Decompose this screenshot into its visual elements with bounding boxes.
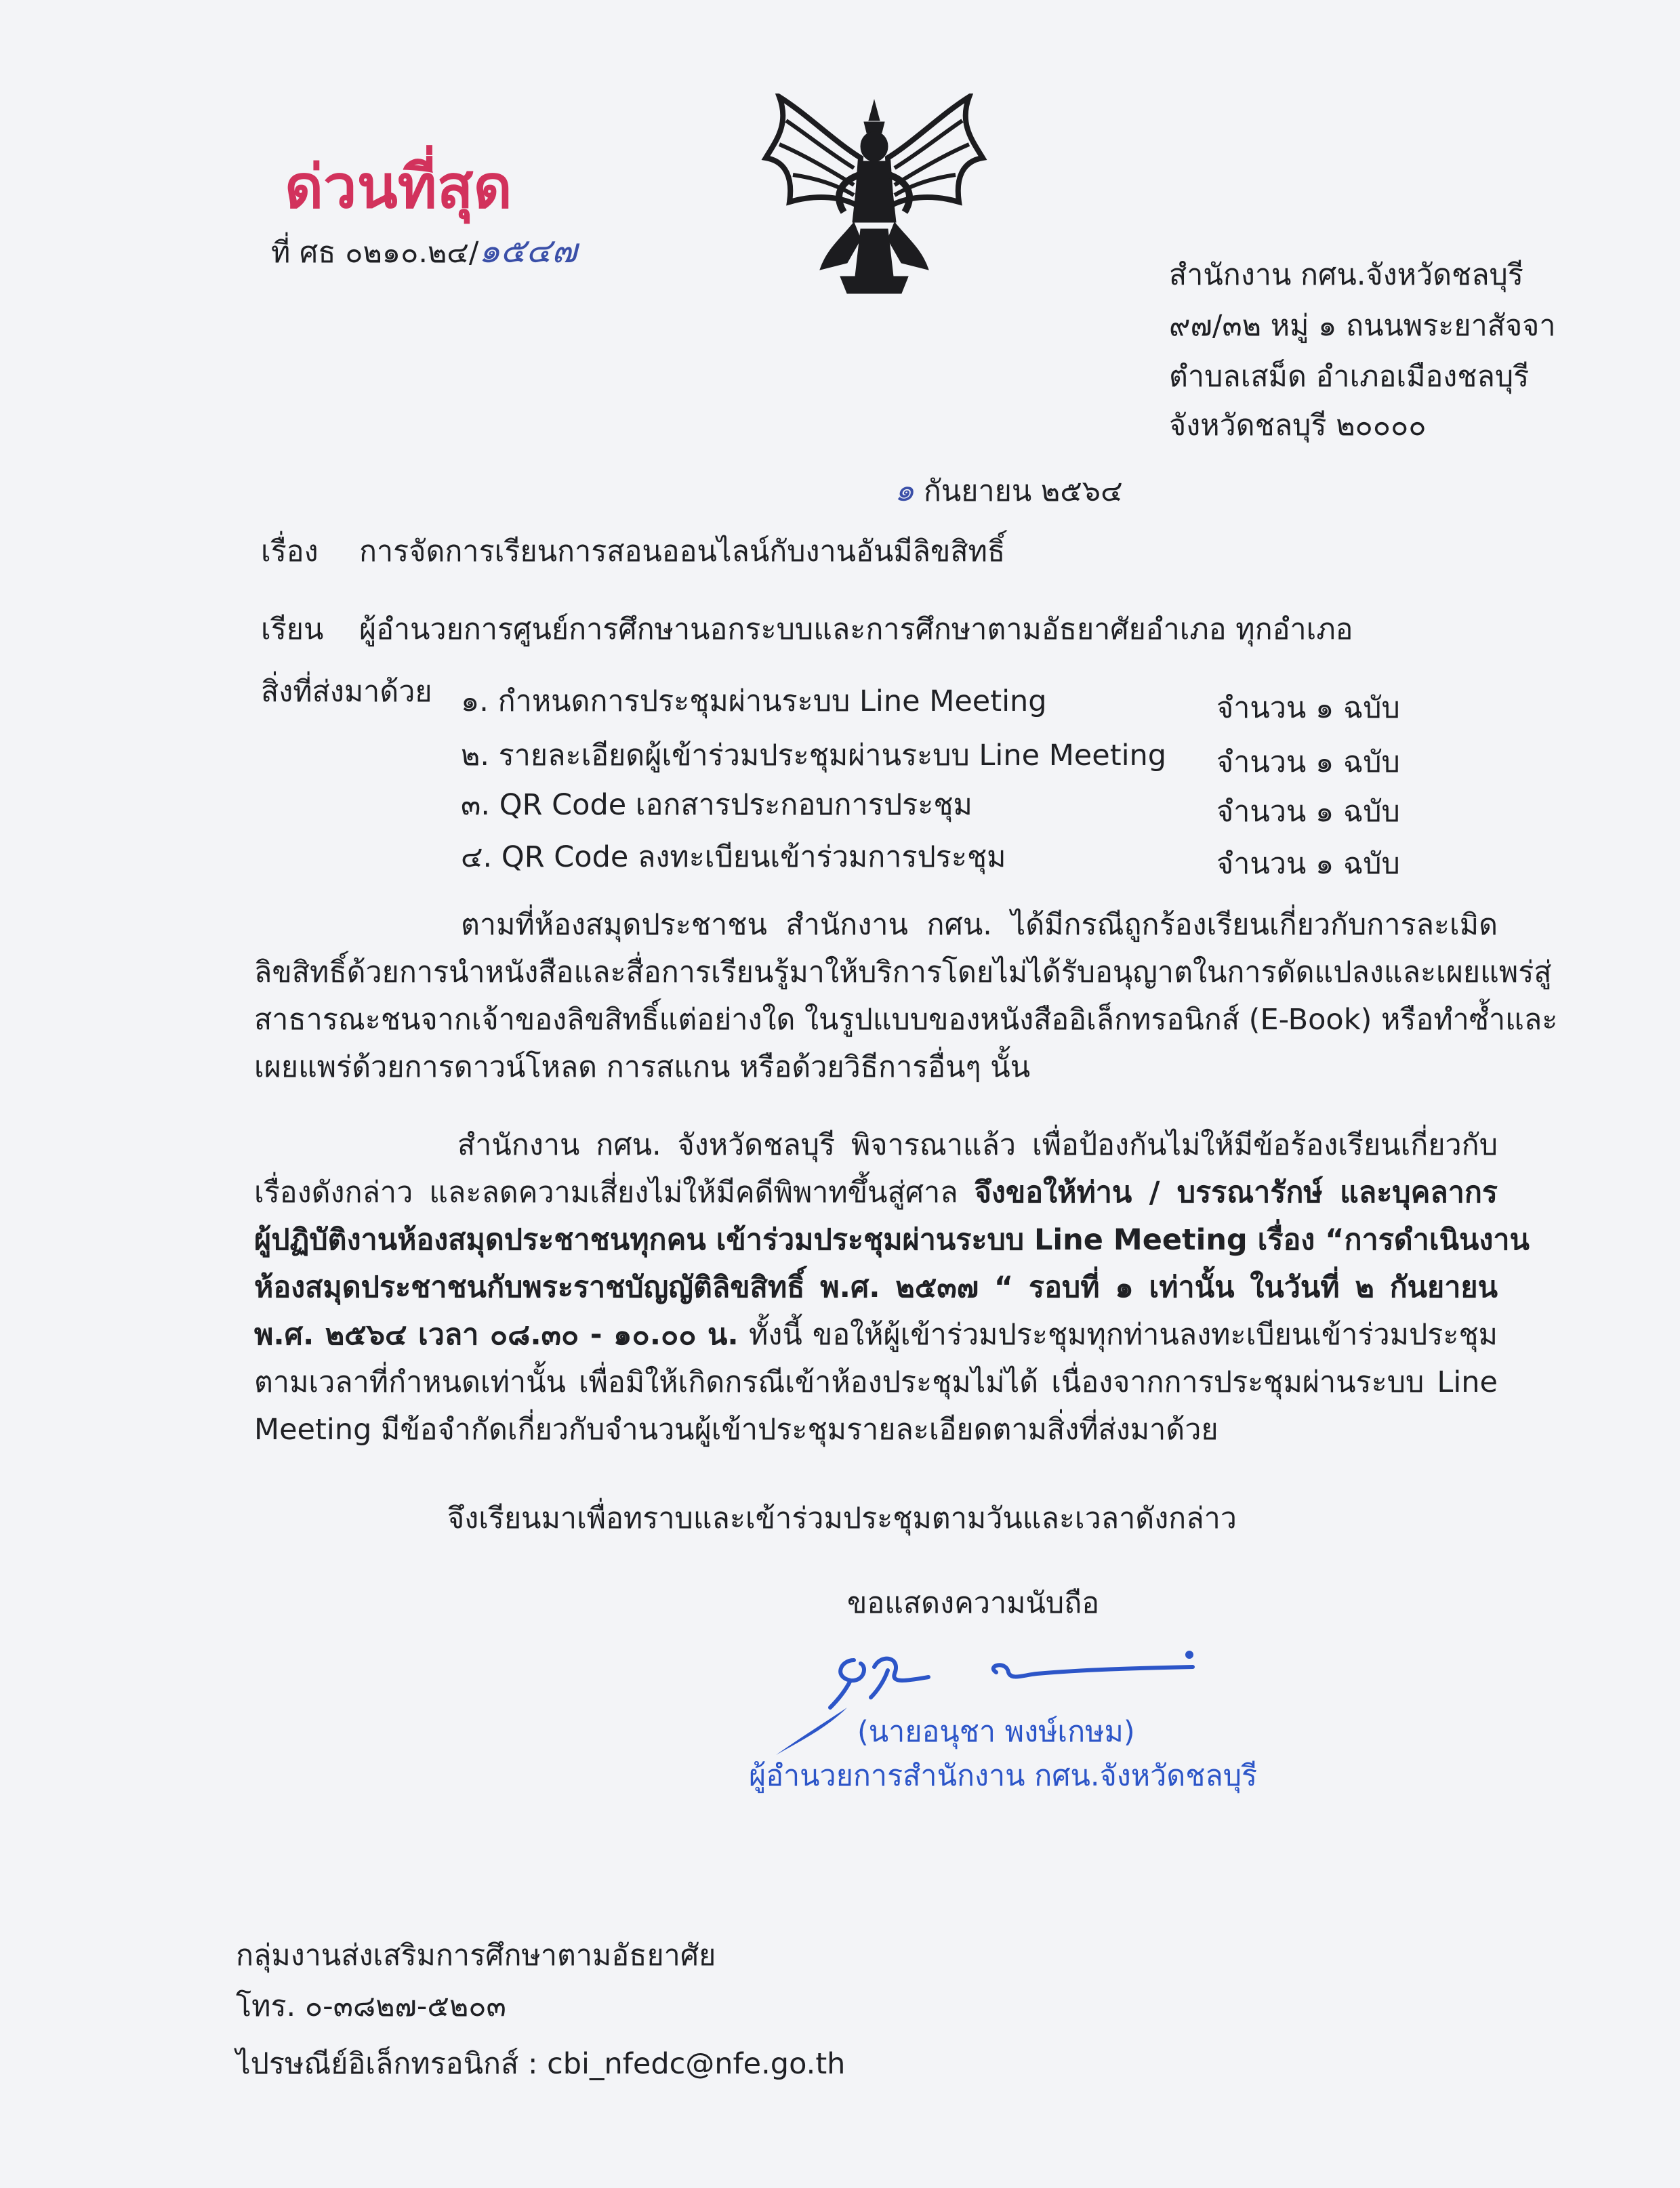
footer-department: กลุ่มงานส่งเสริมการศึกษาตามอัธยาศัย [236, 1939, 716, 1973]
paragraph-line: ลิขสิทธิ์ด้วยการนำหนังสือและสื่อการเรียนรู้มาให้บริการโดยไม่ได้รับอนุญาตในการดัดแปลงและเผยแพร่สู่ [254, 955, 1552, 989]
paragraph-line: สำนักงาน กศน. จังหวัดชลบุรี พิจารณาแล้ว เพื่อป้องกันไม่ให้มีข้อร้องเรียนเกี่ยวกับ [457, 1128, 1498, 1162]
closing: ขอแสดงความนับถือ [847, 1586, 1100, 1620]
paragraph-bold-text: จึงขอให้ท่าน / บรรณารักษ์ และบุคลากร [974, 1176, 1498, 1210]
sender-address-line-4: จังหวัดชลบุรี ๒๐๐๐๐ [1169, 409, 1427, 442]
paragraph-text: ทั้งนี้ ขอให้ผู้เข้าร่วมประชุมทุกท่านลงทะเบียนเข้าร่วมประชุม [738, 1318, 1498, 1352]
paragraph-bold-text: พ.ศ. ๒๕๖๔ เวลา ๐๘.๓๐ - ๑๐.๐๐ น. [254, 1318, 739, 1352]
reference-number [271, 231, 577, 270]
enclosure-item: ๔. QR Code ลงทะเบียนเข้าร่วมการประชุม [461, 840, 1006, 874]
urgency-label: ด่วนที่สุด [285, 152, 512, 222]
enclosure-item: ๓. QR Code เอกสารประกอบการประชุม [461, 788, 972, 822]
body-paragraph-2 [254, 1121, 1530, 1453]
signatory-position: ผู้อำนวยการสำนักงาน กศน.จังหวัดชลบุรี [749, 1759, 1258, 1793]
letter-date [895, 474, 1123, 506]
enclosure-qty: จำนวน ๑ ฉบับ [1216, 847, 1400, 881]
sender-address-line-1: สำนักงาน กศน.จังหวัดชลบุรี [1169, 258, 1523, 292]
enclosure-item: ๑. กำหนดการประชุมผ่านระบบ Line Meeting [461, 684, 1047, 718]
body-paragraph-3: จึงเรียนมาเพื่อทราบและเข้าร่วมประชุมตามวันและเวลาดังกล่าว [447, 1502, 1237, 1535]
paragraph-text: เรื่องดังกล่าว และลดความเสี่ยงไม่ให้มีคดีพิพาทขึ้นสู่ศาล [254, 1176, 975, 1210]
footer-email: ไปรษณีย์อิเล็กทรอนิกส์ : cbi_nfedc@nfe.go.th [236, 2047, 846, 2081]
sender-address-line-2: ๙๗/๓๒ หมู่ ๑ ถนนพระยาสัจจา [1169, 309, 1556, 343]
signatory-name: (นายอนุชา พงษ์เกษม) [857, 1715, 1135, 1749]
recipient-label: เรียน [261, 613, 324, 646]
subject-label: เรื่อง [261, 535, 319, 569]
reference-handwritten-number: ๑๕๔๗ [478, 231, 577, 270]
paragraph-line [254, 1311, 1498, 1359]
garuda-emblem-icon [759, 94, 989, 297]
enclosure-qty: จำนวน ๑ ฉบับ [1216, 691, 1400, 725]
signature-mark [827, 1640, 1206, 1721]
body-paragraph-1 [254, 901, 1558, 1091]
enclosure-item: ๒. รายละเอียดผู้เข้าร่วมประชุมผ่านระบบ Line Meeting [461, 739, 1167, 772]
sender-address-line-3: ตำบลเสม็ด อำเภอเมืองชลบุรี [1169, 360, 1530, 394]
paragraph-line [254, 1169, 1498, 1216]
signature-flourish [773, 1704, 854, 1758]
subject-text: การจัดการเรียนการสอนออนไลน์กับงานอันมีลิขสิทธิ์ [359, 535, 1006, 569]
paragraph-line: สาธารณะชนจากเจ้าของลิขสิทธิ์แต่อย่างใด ในรูปแบบของหนังสืออิเล็กทรอนิกส์ (E-Book) หรือทำซ้ำและ [254, 1003, 1558, 1037]
date-month-year: กันยายน ๒๕๖๔ [923, 474, 1123, 508]
enclosure-qty: จำนวน ๑ ฉบับ [1216, 745, 1400, 779]
footer-phone: โทร. ๐-๓๘๒๗-๕๒๐๓ [236, 1989, 506, 2023]
enclosures-label: สิ่งที่ส่งมาด้วย [261, 675, 432, 709]
paragraph-line: Meeting มีข้อจำกัดเกี่ยวกับจำนวนผู้เข้าประชุมรายละเอียดตามสิ่งที่ส่งมาด้วย [254, 1413, 1218, 1447]
paragraph-line: ผู้ปฏิบัติงานห้องสมุดประชาชนทุกคน เข้าร่วมประชุมผ่านระบบ Line Meeting เรื่อง “การดำเนินงาน [254, 1223, 1530, 1257]
recipient-text: ผู้อำนวยการศูนย์การศึกษานอกระบบและการศึกษาตามอัธยาศัยอำเภอ ทุกอำเภอ [359, 613, 1353, 646]
paragraph-line: ตามเวลาที่กำหนดเท่านั้น เพื่อมิให้เกิดกรณีเข้าห้องประชุมไม่ได้ เนื่องจากการประชุมผ่านระบบ Line [254, 1365, 1498, 1399]
paragraph-line: ตามที่ห้องสมุดประชาชน สำนักงาน กศน. ได้มีกรณีถูกร้องเรียนเกี่ยวกับการละเมิด [461, 908, 1498, 942]
reference-prefix: ที่ ศธ ๐๒๑๐.๒๔/ [271, 236, 479, 270]
date-day: ๑ [895, 472, 915, 508]
paragraph-line: เผยแพร่ด้วยการดาวน์โหลด การสแกน หรือด้วยวิธีการอื่นๆ นั้น [254, 1050, 1031, 1084]
paragraph-line: ห้องสมุดประชาชนกับพระราชบัญญัติลิขสิทธิ์ พ.ศ. ๒๕๓๗ “ รอบที่ ๑ เท่านั้น ในวันที่ ๒ กันยายน [254, 1271, 1498, 1304]
enclosure-qty: จำนวน ๑ ฉบับ [1216, 795, 1400, 829]
